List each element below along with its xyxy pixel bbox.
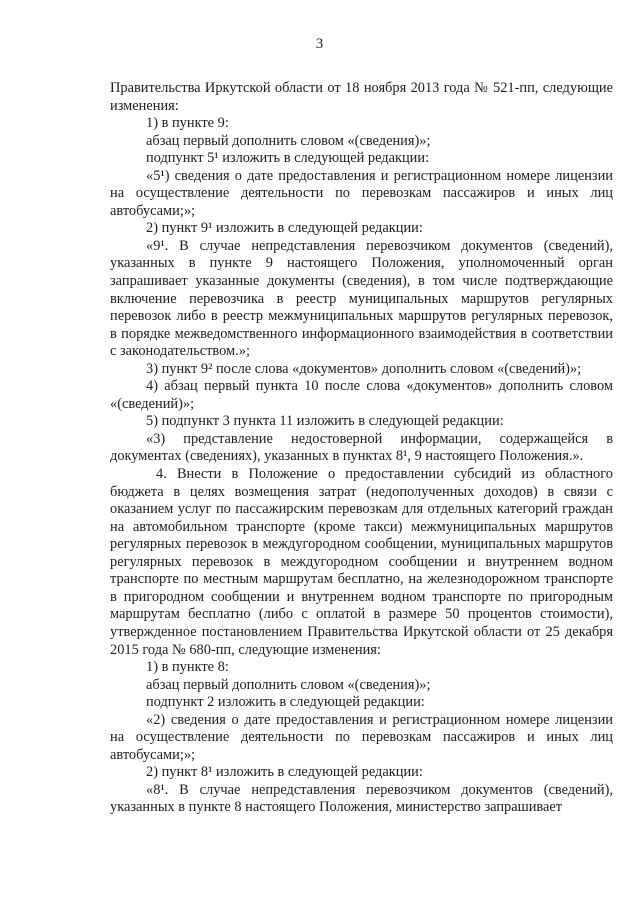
paragraph-9: 4) абзац первый пункта 10 после слова «документов» дополнить словом «(сведений)»; [110,378,613,412]
paragraph-18: «8¹. В случае непредставления перевозчиком документов (сведений), указанных в пункте 8 настоящего Положения, министерство запрашивает [110,781,613,816]
paragraph-13: 1) в пункте 8: [146,659,229,676]
paragraph-8: 3) пункт 9² после слова «документов» дополнить словом «(сведений)»; [146,360,582,377]
paragraph-5: «5¹) сведения о дате предоставления и регистрационном номере лицензии на осуществление деятельности по перевозкам пассажиров и иных лиц автобусами;»; [110,167,613,219]
paragraph-16: «2) сведения о дате предоставления и регистрационном номере лицензии на осуществление деятельности по перевозкам пассажиров и иных лиц автобусами;»; [110,711,613,763]
paragraph-4: подпункт 5¹ изложить в следующей редакции: [146,150,430,167]
paragraph-14: абзац первый дополнить словом «(сведения)»; [146,676,431,693]
paragraph-7: «9¹. В случае непредставления перевозчиком документов (сведений), указанных в пункте 9 настоящего Положения, уполномоченный орган запрашивает указанные документы (сведения), в том числе подтверждающие включение перевозчика в реестр муниципальных маршрутов регулярных перевозок либо в реестр межмуниципальных маршрутов регулярных перевозок, в порядке межведомственного информационного взаимодействия в соответствии с законодательством.»; [110,237,613,360]
paragraph-2: 1) в пункте 9: [146,115,229,132]
page-number: 3 [315,36,324,52]
paragraph-10: 5) подпункт 3 пункта 11 изложить в следующей редакции: [146,413,504,430]
paragraph-11: «3) представление недостоверной информации, содержащейся в документах (сведениях), указанных в пунктах 8¹, 9 настоящего Положения.». [110,430,613,465]
paragraph-12: 4. Внести в Положение о предоставлении субсидий из областного бюджета в целях возмещения затрат (недополученных доходов) в связи с оказанием услуг по пассажирским перевозкам для отдельных категорий граждан на автомобильном транспорте (кроме такси) межмуниципальных маршрутов регулярных перевозок в междугородном сообщении, муниципальных маршрутов регулярных перевозок в междугородном сообщении и внутреннем водном транспорте по местным маршрутам бесплатно, на железнодорожном транспорте в пригородном сообщении и внутреннем водном транспорте по пригородным маршрутам бесплатно (либо с оплатой в размере 50 процентов стоимости), утвержденное постановлением Правительства Иркутской области от 25 декабря 2015 года № 680-пп, следующие изменения: [110,466,613,658]
paragraph-6: 2) пункт 9¹ изложить в следующей редакции: [146,220,423,237]
paragraph-1: Правительства Иркутской области от 18 ноября 2013 года № 521-пп, следующие изменения: [110,80,613,114]
paragraph-17: 2) пункт 8¹ изложить в следующей редакции: [146,764,423,781]
paragraph-15: подпункт 2 изложить в следующей редакции: [146,694,425,711]
paragraph-3: абзац первый дополнить словом «(сведения)»; [146,132,431,149]
document-body [110,80,613,817]
